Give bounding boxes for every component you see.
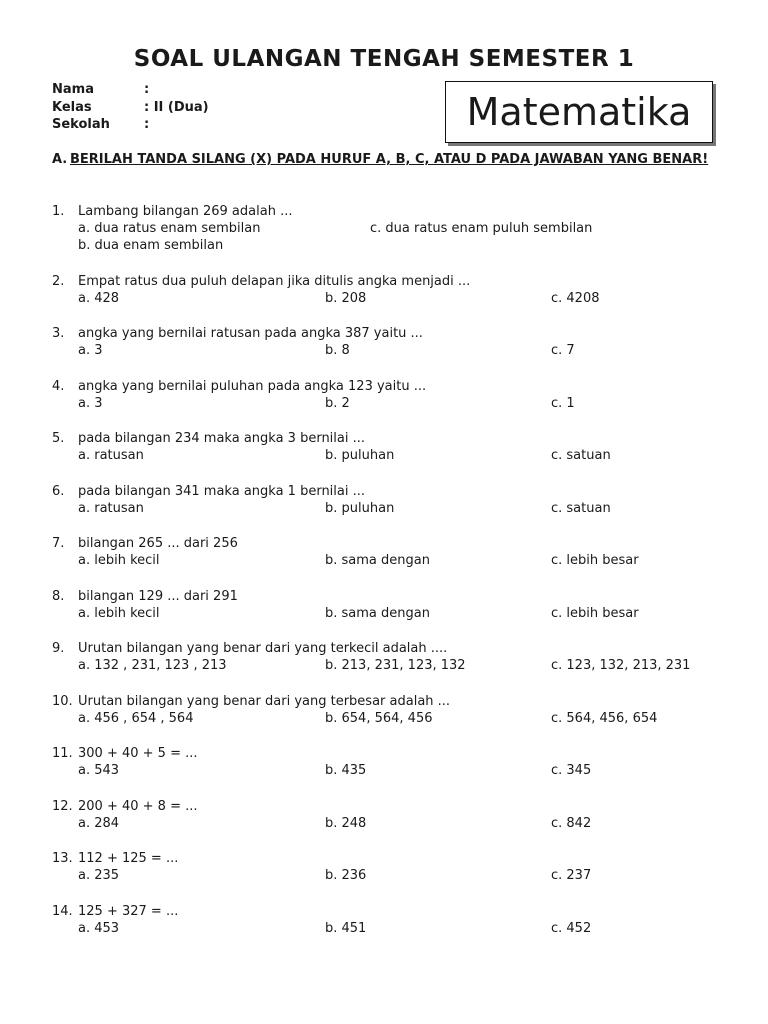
option-a: a. lebih kecil bbox=[78, 553, 160, 568]
option-a: a. 3 bbox=[78, 395, 103, 411]
option-b: b. 8 bbox=[325, 343, 350, 358]
option-a: a. 428 bbox=[78, 290, 120, 306]
question-text: pada bilangan 234 maka angka 3 bernilai ... bbox=[78, 431, 366, 446]
question-number: 5. bbox=[52, 431, 65, 446]
question-number: 3. bbox=[52, 326, 65, 341]
question-5 bbox=[52, 430, 742, 464]
question-13 bbox=[52, 850, 742, 884]
option-a: a. ratusan bbox=[78, 448, 144, 463]
question-number: 7. bbox=[52, 536, 65, 551]
option-a: a. ratusan bbox=[78, 500, 144, 516]
question-text: pada bilangan 341 maka angka 1 bernilai ... bbox=[78, 483, 366, 499]
option-c: c. 1 bbox=[551, 395, 575, 411]
option-c: c. lebih besar bbox=[551, 605, 639, 621]
question-text: bilangan 129 ... dari 291 bbox=[78, 588, 238, 604]
option-c: c. 345 bbox=[551, 763, 592, 778]
question-number: 12. bbox=[52, 798, 73, 814]
option-a: a. 235 bbox=[78, 868, 120, 883]
option-c: c. satuan bbox=[551, 500, 611, 516]
question-number: 14. bbox=[52, 903, 73, 919]
question-2 bbox=[52, 273, 742, 307]
option-c: c. 452 bbox=[551, 920, 592, 936]
option-a: a. 456 , 654 , 564 bbox=[78, 710, 194, 726]
option-a: a. 3 bbox=[78, 343, 103, 358]
field-label: Kelas bbox=[52, 99, 92, 115]
question-text: 200 + 40 + 8 = ... bbox=[78, 798, 198, 814]
section-letter: A. bbox=[52, 152, 68, 167]
question-7 bbox=[52, 535, 742, 569]
field-kelas bbox=[52, 99, 209, 117]
question-11 bbox=[52, 745, 742, 779]
question-6 bbox=[52, 483, 742, 517]
question-text: Urutan bilangan yang benar dari yang terbesar adalah ... bbox=[78, 693, 451, 709]
option-a: a. 132 , 231, 123 , 213 bbox=[78, 658, 227, 673]
option-c: c. satuan bbox=[551, 448, 611, 463]
option-b: b. 451 bbox=[325, 920, 367, 936]
question-10 bbox=[52, 693, 742, 727]
question-number: 9. bbox=[52, 641, 65, 656]
field-nama bbox=[52, 81, 209, 99]
subject-box: Matematika bbox=[445, 81, 713, 143]
question-number: 13. bbox=[52, 851, 73, 866]
question-text: angka yang bernilai puluhan pada angka 123 yaitu ... bbox=[78, 378, 427, 394]
option-b: b. sama dengan bbox=[325, 605, 430, 621]
question-number: 2. bbox=[52, 273, 65, 289]
field-label: Nama bbox=[52, 82, 94, 97]
question-number: 4. bbox=[52, 378, 65, 394]
option-c: c. 7 bbox=[551, 343, 575, 358]
option-b: b. 435 bbox=[325, 763, 367, 778]
option-a: a. 453 bbox=[78, 920, 120, 936]
option-c: c. dua ratus enam puluh sembilan bbox=[370, 221, 593, 236]
option-b: b. puluhan bbox=[325, 448, 395, 463]
question-14 bbox=[52, 903, 742, 937]
option-c: c. 237 bbox=[551, 868, 592, 883]
question-list bbox=[52, 203, 742, 955]
page-title: SOAL ULANGAN TENGAH SEMESTER 1 bbox=[133, 46, 635, 72]
option-c: c. 123, 132, 213, 231 bbox=[551, 658, 691, 673]
option-a: a. 284 bbox=[78, 815, 120, 831]
question-4 bbox=[52, 378, 742, 412]
option-c: c. lebih besar bbox=[551, 553, 639, 568]
question-text: angka yang bernilai ratusan pada angka 387 yaitu ... bbox=[78, 326, 423, 341]
option-b: b. 248 bbox=[325, 815, 367, 831]
option-b: b. dua enam sembilan bbox=[78, 238, 224, 253]
option-c: c. 564, 456, 654 bbox=[551, 710, 658, 726]
question-number: 10. bbox=[52, 693, 73, 709]
option-c: c. 4208 bbox=[551, 290, 600, 306]
option-b: b. 236 bbox=[325, 868, 367, 883]
question-text: 125 + 327 = ... bbox=[78, 903, 179, 919]
question-text: bilangan 265 ... dari 256 bbox=[78, 536, 238, 551]
option-b: b. puluhan bbox=[325, 500, 395, 516]
section-instruction bbox=[52, 151, 717, 168]
field-label: Sekolah bbox=[52, 117, 110, 132]
field-sekolah bbox=[52, 116, 209, 134]
option-b: b. sama dengan bbox=[325, 553, 430, 568]
instruction-text: BERILAH TANDA SILANG (X) PADA HURUF A, B, C, ATAU D PADA JAWABAN YANG BENAR! bbox=[70, 152, 709, 167]
question-text: 112 + 125 = ... bbox=[78, 851, 179, 866]
question-1 bbox=[52, 203, 742, 254]
option-c: c. 842 bbox=[551, 815, 592, 831]
question-3 bbox=[52, 325, 742, 359]
question-text: Lambang bilangan 269 adalah ... bbox=[78, 204, 293, 219]
question-8 bbox=[52, 588, 742, 622]
option-a: a. dua ratus enam sembilan bbox=[78, 221, 261, 236]
option-b: b. 654, 564, 456 bbox=[325, 710, 433, 726]
question-text: Empat ratus dua puluh delapan jika ditulis angka menjadi ... bbox=[78, 273, 471, 289]
option-a: a. lebih kecil bbox=[78, 605, 160, 621]
question-number: 8. bbox=[52, 588, 65, 604]
question-text: 300 + 40 + 5 = ... bbox=[78, 746, 198, 761]
question-9 bbox=[52, 640, 742, 674]
field-value: : bbox=[144, 117, 150, 132]
option-b: b. 213, 231, 123, 132 bbox=[325, 658, 466, 673]
option-a: a. 543 bbox=[78, 763, 120, 778]
question-number: 6. bbox=[52, 483, 65, 499]
question-text: Urutan bilangan yang benar dari yang terkecil adalah .... bbox=[78, 641, 448, 656]
question-number: 1. bbox=[52, 204, 65, 219]
field-value: : II (Dua) bbox=[144, 99, 209, 115]
question-12 bbox=[52, 798, 742, 832]
option-b: b. 208 bbox=[325, 290, 367, 306]
option-b: b. 2 bbox=[325, 395, 350, 411]
student-info bbox=[52, 81, 209, 134]
question-number: 11. bbox=[52, 746, 73, 761]
field-value: : bbox=[144, 82, 150, 97]
